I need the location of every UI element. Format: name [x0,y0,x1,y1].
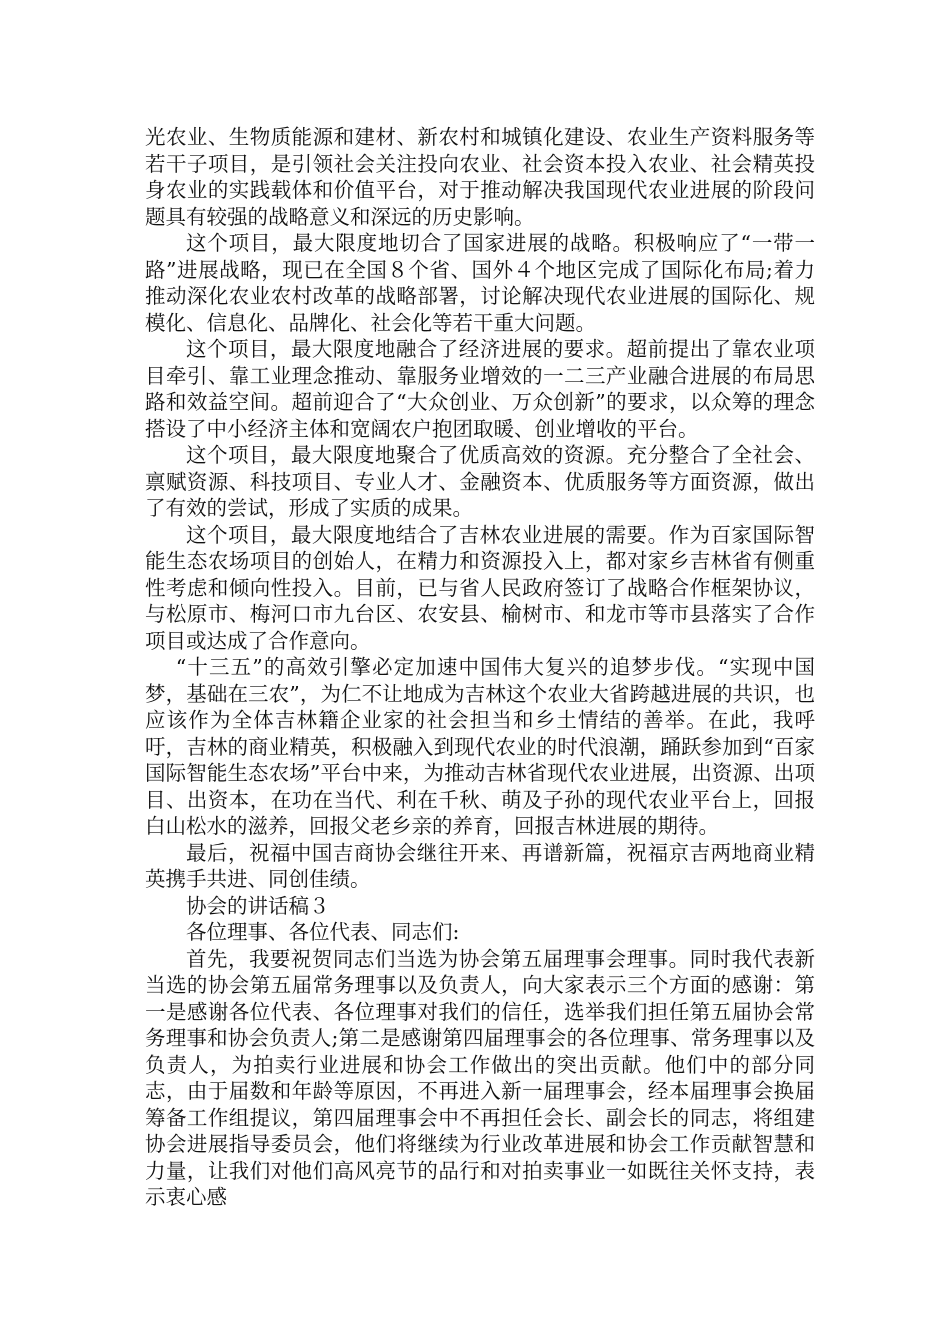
paragraph-thirteenth-five-year: “十三五”的高效引擎必定加速中国伟大复兴的追梦步伐。“实现中国梦，基础在三农”，为仁不让地成为吉林这个农业大省跨越进展的共识，也应该作为全体吉林籍企业家的社会担当和乡土情结的善举。在此，我呼吁，吉林的商业精英，积极融入到现代农业的时代浪潮，踊跃参加到“百家国际智能生态农场”平台中来，为推动吉林省现代农业进展，出资源、出项目、出资本，在功在当代、利在千秋、萌及子孙的现代农业平台上，回报白山松水的滋养，回报父老乡亲的养育，回报吉林进展的期待。 [145,655,815,838]
paragraph-economic-requirements: 这个项目，最大限度地融合了经济进展的要求。超前提出了靠农业项目牵引、靠工业理念推动、靠服务业增效的一二三产业融合进展的布局思路和效益空间。超前迎合了“大众创业、万众创新”的要求，以众筹的理念搭设了中小经济主体和宽阔农户抱团取暖、创业增收的平台。 [145,337,815,441]
document-body [145,124,815,1211]
section-heading-speech-3: 协会的讲话稿３ [186,893,330,918]
paragraph-national-strategy: 这个项目，最大限度地切合了国家进展的战略。积极响应了“一带一路”进展战略，现已在全国８个省、国外４个地区完成了国际化布局;着力推动深化农业农村改革的战略部署，讨论解决现代农业进展的国际化、规模化、信息化、品牌化、社会化等若干重大问题。 [145,231,815,335]
paragraph-closing-wishes: 最后，祝福中国吉商协会继往开来、再谱新篇，祝福京吉两地商业精英携手共进、同创佳绩。 [145,840,815,891]
paragraph-congratulations: 首先，我要祝贺同志们当选为协会第五届理事会理事。同时我代表新当选的协会第五届常务理事以及负责人，向大家表示三个方面的感谢：第一是感谢各位代表、各位理事对我们的信任，选举我们担任第五届协会常务理事和协会负责人;第二是感谢第四届理事会的各位理事、常务理事以及负责人，为拍卖行业进展和协会工作做出的突出贡献。他们中的部分同志，由于届数和年龄等原因，不再进入新一届理事会，经本届理事会换届筹备工作组提议，第四届理事会中不再担任会长、副会长的同志，将组建协会进展指导委员会，他们将继续为行业改革进展和协会工作贡献智慧和力量，让我们对他们高风亮节的品行和对拍卖事业一如既往关怀支持，表示衷心感 [145,946,815,1209]
paragraph-quality-resources: 这个项目，最大限度地聚合了优质高效的资源。充分整合了全社会、禀赋资源、科技项目、专业人才、金融资本、优质服务等方面资源，做出了有效的尝试，形成了实质的成果。 [145,443,815,520]
paragraph-jilin-agriculture: 这个项目，最大限度地结合了吉林农业进展的需要。作为百家国际智能生态农场项目的创始人，在精力和资源投入上，都对家乡吉林省有侧重性考虑和倾向性投入。目前，已与省人民政府签订了战略合作框架协议，与松原市、梅河口市九台区、农安县、榆树市、和龙市等市县落实了合作项目或达成了合作意向。 [145,522,815,653]
paragraph-continued: 光农业、生物质能源和建材、新农村和城镇化建设、农业生产资料服务等若干子项目，是引领社会关注投向农业、社会资本投入农业、社会精英投身农业的实践载体和价值平台，对于推动解决我国现代农业进展的阶段问题具有较强的战略意义和深远的历史影响。 [145,125,815,229]
salutation: 各位理事、各位代表、同志们: [186,920,460,944]
